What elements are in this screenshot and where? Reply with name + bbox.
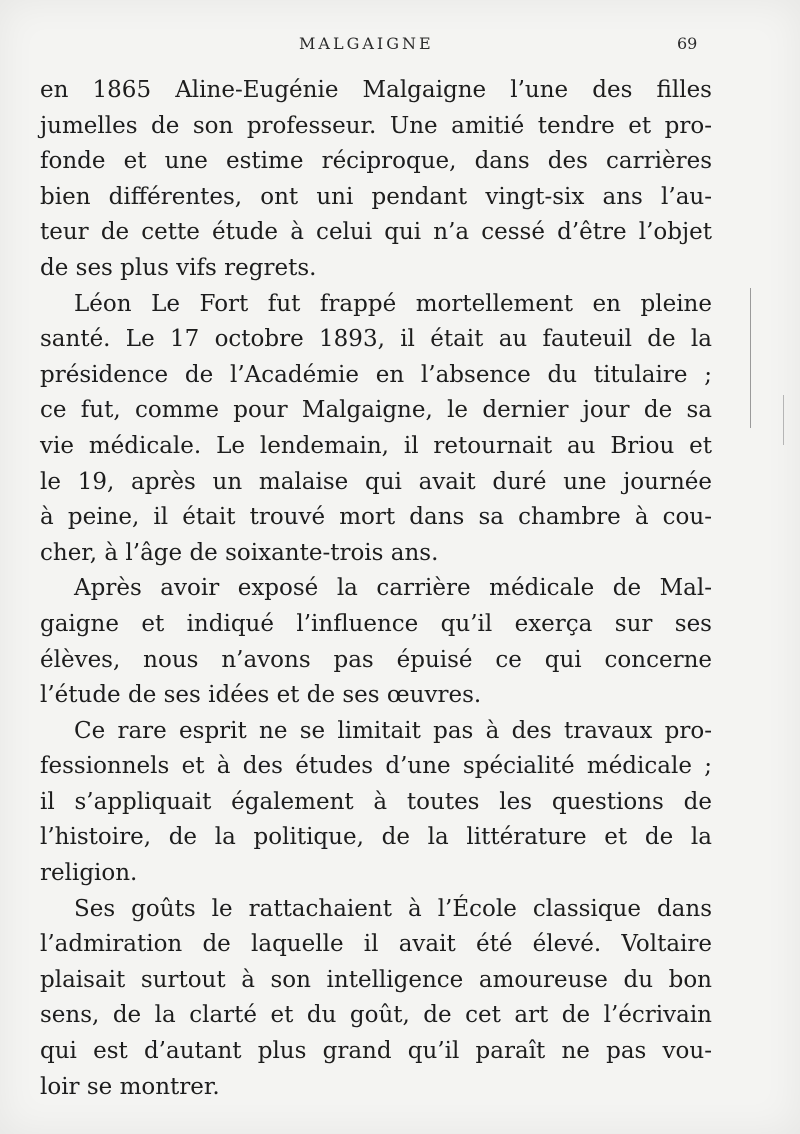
text-line: présidence de l’Académie en l’absence du titulaire ; bbox=[40, 361, 712, 388]
text-line: l’histoire, de la politique, de la littérature et de la bbox=[40, 824, 712, 851]
text-line: élèves, nous n’avons pas épuisé ce qui concerne bbox=[40, 646, 712, 673]
text-line: sens, de la clarté et du goût, de cet art de l’écrivain bbox=[40, 1002, 712, 1029]
text-line: de ses plus vifs regrets. bbox=[40, 254, 317, 281]
page-number: 69 bbox=[677, 34, 698, 53]
text-line: l’admiration de laquelle il avait été élevé. Voltaire bbox=[40, 931, 712, 958]
paragraph-start-line: Ses goûts le rattachaient à l’École classique dans bbox=[74, 895, 712, 922]
text-line: vie médicale. Le lendemain, il retournait au Briou et bbox=[40, 432, 712, 459]
paragraph-start-line: Après avoir exposé la carrière médicale de Mal- bbox=[74, 575, 712, 602]
text-line: santé. Le 17 octobre 1893, il était au fauteuil de la bbox=[40, 326, 712, 353]
text-line: ce fut, comme pour Malgaigne, le dernier jour de sa bbox=[40, 397, 712, 424]
body-text bbox=[40, 73, 712, 1105]
text-line: plaisait surtout à son intelligence amoureuse du bon bbox=[40, 966, 712, 993]
paragraph-start-line: Léon Le Fort fut frappé mortellement en pleine bbox=[74, 290, 712, 317]
text-line: loir se montrer. bbox=[40, 1073, 220, 1100]
text-line: à peine, il était trouvé mort dans sa chambre à cou- bbox=[40, 504, 712, 531]
text-line: jumelles de son professeur. Une amitié tendre et pro- bbox=[40, 112, 712, 139]
text-line: il s’appliquait également à toutes les questions de bbox=[40, 788, 712, 815]
running-title: MALGAIGNE bbox=[299, 34, 434, 53]
text-line: religion. bbox=[40, 860, 138, 887]
text-line: en 1865 Aline-Eugénie Malgaigne l’une des filles bbox=[40, 77, 712, 103]
running-head bbox=[0, 34, 800, 58]
text-line: teur de cette étude à celui qui n’a cessé d’être l’objet bbox=[40, 219, 712, 246]
margin-pencil-mark bbox=[783, 395, 784, 445]
text-line: bien différentes, ont uni pendant vingt-six ans l’au- bbox=[40, 183, 712, 210]
text-line: l’étude de ses idées et de ses œuvres. bbox=[40, 682, 482, 709]
text-line: qui est d’autant plus grand qu’il paraît ne pas vou- bbox=[40, 1038, 712, 1065]
text-line: cher, à l’âge de soixante-trois ans. bbox=[40, 539, 439, 566]
text-line: fonde et une estime réciproque, dans des carrières bbox=[40, 148, 712, 175]
text-line: fessionnels et à des études d’une spécialité médicale ; bbox=[40, 753, 712, 780]
text-line: le 19, après un malaise qui avait duré une journée bbox=[40, 468, 712, 495]
margin-pencil-mark bbox=[750, 288, 751, 428]
text-line: gaigne et indiqué l’influence qu’il exerça sur ses bbox=[40, 610, 712, 637]
paragraph-start-line: Ce rare esprit ne se limitait pas à des travaux pro- bbox=[74, 717, 712, 744]
